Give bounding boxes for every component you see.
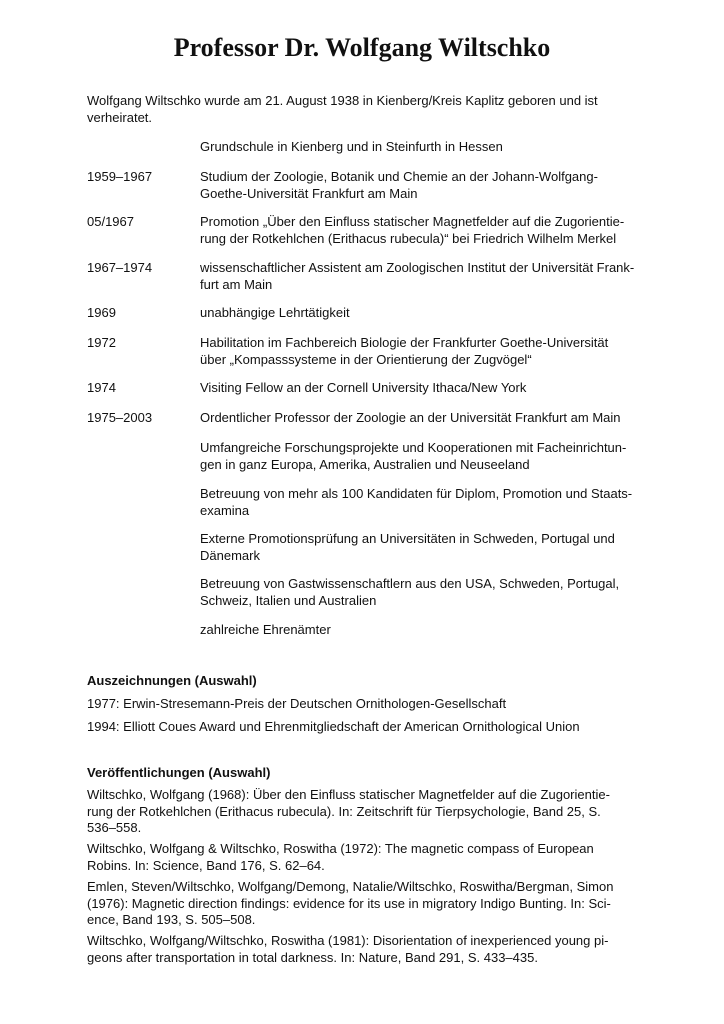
cv-description-line: Betreuung von Gastwissenschaftlern aus den USA, Schweden, Portugal, [200,576,620,591]
cv-description-line: Betreuung von mehr als 100 Kandidaten für Diplom, Promotion und Staats- [200,486,633,501]
publication-item [87,841,632,874]
cv-description [200,576,650,609]
publication-line: Wiltschko, Wolfgang & Wiltschko, Roswitha (1972): The magnetic compass of European [87,841,594,856]
publication-line: Emlen, Steven/Wiltschko, Wolfgang/Demong, Natalie/Wiltschko, Roswitha/Bergman, Simon [87,879,614,894]
cv-year: 1959–1967 [87,169,153,184]
cv-description-line: unabhängige Lehrtätigkeit [200,305,350,320]
publication-line: geons after transportation in total darkness. In: Nature, Band 291, S. 433–435. [87,949,538,965]
cv-description-line: Dänemark [200,547,260,563]
cv-description-line: zahlreiche Ehrenämter [200,622,331,637]
cv-description-line: Goethe-Universität Frankfurt am Main [200,185,418,201]
cv-description-line: examina [200,502,250,518]
cv-description [200,531,650,564]
cv-description-line: furt am Main [200,276,273,292]
cv-description [200,214,650,247]
publications-heading: Veröffentlichungen (Auswahl) [87,765,271,780]
publication-line: Wiltschko, Wolfgang (1968): Über den Einfluss statischer Magnetfelder auf die Zugorientie- [87,787,610,802]
cv-description [200,440,650,473]
cv-description-line: Grundschule in Kienberg und in Steinfurth in Hessen [200,139,503,154]
cv-description [200,139,650,156]
cv-description-line: gen in ganz Europa, Amerika, Australien und Neuseeland [200,456,530,472]
cv-description-line: über „Kompasssysteme in der Orientierung der Zugvögel“ [200,351,532,367]
publication-item [87,787,632,837]
cv-description-line: Visiting Fellow an der Cornell University Ithaca/New York [200,380,527,395]
cv-description [200,169,650,202]
cv-description-line: Ordentlicher Professor der Zoologie an der Universität Frankfurt am Main [200,410,621,425]
award-item: 1994: Elliott Coues Award und Ehrenmitgliedschaft der American Ornithological Union [87,719,580,734]
publication-item [87,879,632,929]
cv-year: 05/1967 [87,214,134,229]
cv-description [200,486,650,519]
intro-paragraph: Wolfgang Wiltschko wurde am 21. August 1938 in Kienberg/Kreis Kaplitz geboren und ist verheiratet. [87,93,598,125]
publication-item [87,933,632,966]
awards-heading: Auszeichnungen (Auswahl) [87,673,257,688]
publication-line: (1976): Magnetic direction findings: evidence for its use in migratory Indigo Bunting. In: Sci- [87,895,611,911]
cv-description-line: Promotion „Über den Einfluss statischer Magnetfelder auf die Zugorientie- [200,214,625,229]
award-item: 1977: Erwin-Stresemann-Preis der Deutschen Ornithologen-Gesellschaft [87,696,507,711]
cv-description [200,335,650,368]
cv-description [200,305,650,322]
cv-year: 1967–1974 [87,260,153,275]
cv-description-line: Studium der Zoologie, Botanik und Chemie an der Johann-Wolfgang- [200,169,598,184]
publication-line: 536–558. [87,820,142,835]
publication-line: Wiltschko, Wolfgang/Wiltschko, Roswitha (1981): Disorientation of inexperienced young pi- [87,933,609,948]
cv-year: 1969 [87,305,116,320]
cv-description-line: rung der Rotkehlchen (Erithacus rubecula)“ bei Friedrich Wilhelm Merkel [200,230,617,246]
publication-line: Robins. In: Science, Band 176, S. 62–64. [87,857,325,873]
cv-description [200,622,650,639]
cv-description-line: Externe Promotionsprüfung an Universitäten in Schweden, Portugal und [200,531,615,546]
cv-description [200,410,650,427]
cv-year: 1974 [87,380,116,395]
cv-description-line: Umfangreiche Forschungsprojekte und Kooperationen mit Facheinrichtun- [200,440,627,455]
publication-line: rung der Rotkehlchen (Erithacus rubecula). In: Zeitschrift für Tierpsychologie, Band 25, S. [87,803,601,819]
cv-year: 1972 [87,335,116,350]
cv-description [200,380,650,397]
cv-description-line: Schweiz, Italien und Australien [200,592,377,608]
cv-year: 1975–2003 [87,410,153,425]
cv-description [200,260,650,293]
cv-description-line: Habilitation im Fachbereich Biologie der Frankfurter Goethe-Universität [200,335,609,350]
page-title: Professor Dr. Wolfgang Wiltschko [173,33,551,62]
cv-description-line: wissenschaftlicher Assistent am Zoologischen Institut der Universität Frank- [200,260,635,275]
publication-line: ence, Band 193, S. 505–508. [87,912,256,927]
